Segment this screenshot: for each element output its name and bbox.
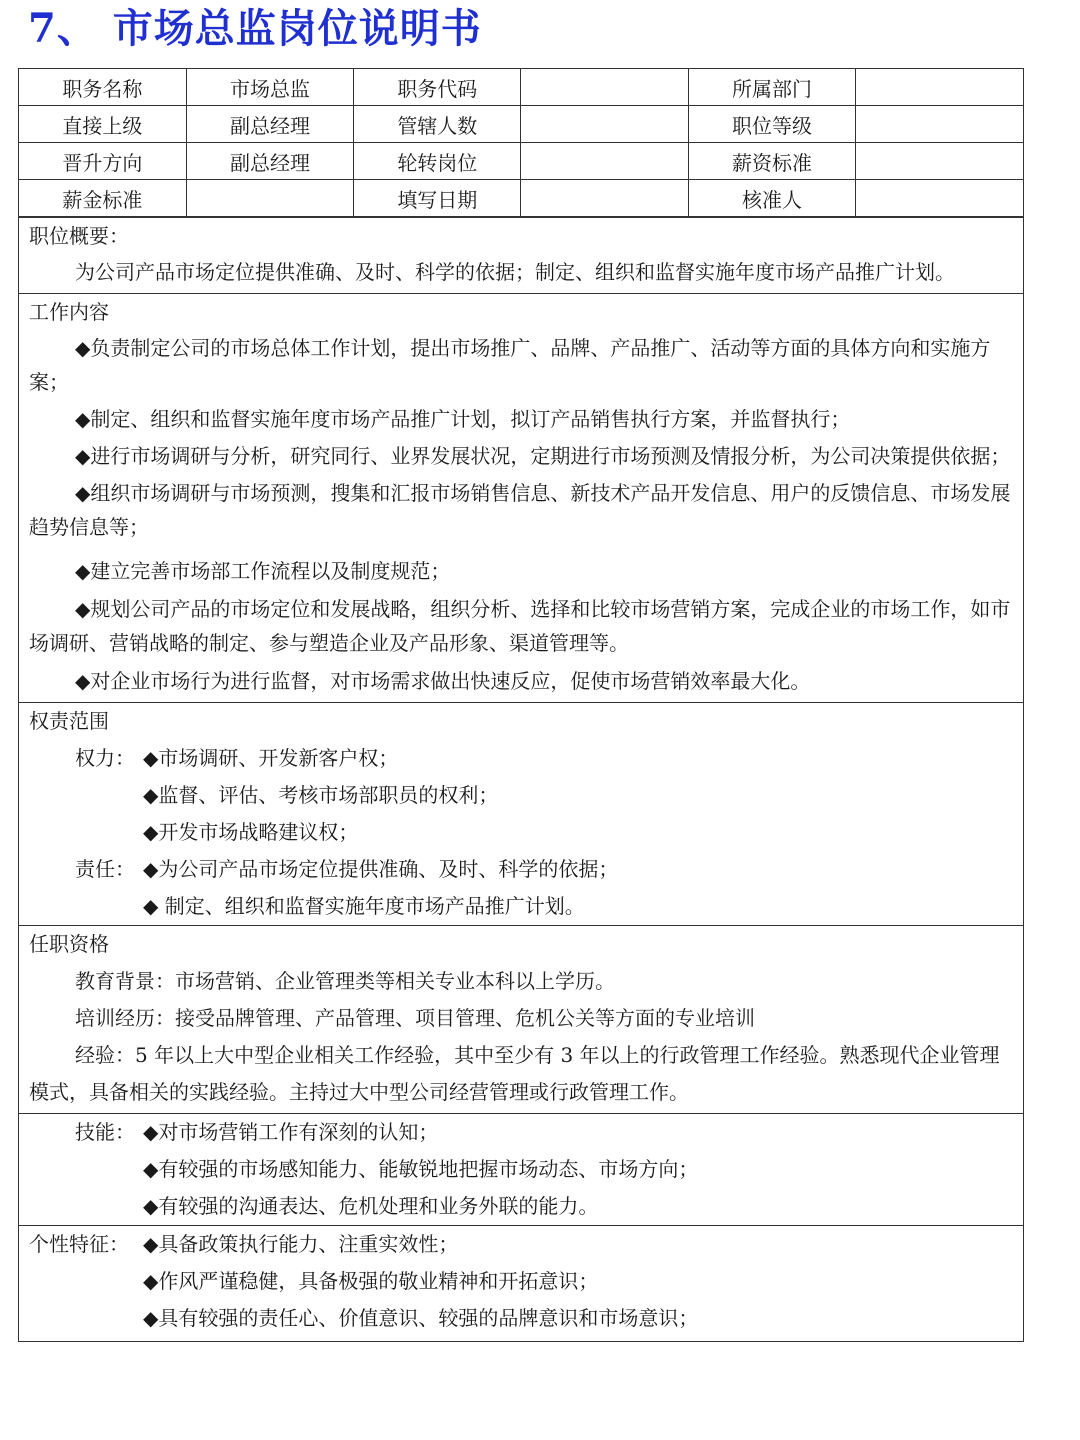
label-cell: 直接上级 bbox=[19, 106, 186, 143]
page-title: 7、 市场总监岗位说明书 bbox=[28, 5, 482, 52]
value-cell bbox=[521, 69, 688, 106]
power-label: 权力： bbox=[75, 746, 135, 770]
personality-item: ◆作风严谨稳健，具备极强的敬业精神和开拓意识； bbox=[143, 1269, 599, 1293]
training-text: 培训经历：接受品牌管理、产品管理、项目管理、危机公关等方面的专业培训 bbox=[75, 1006, 755, 1030]
skill-item: ◆对市场营销工作有深刻的认知； bbox=[143, 1120, 439, 1144]
skill-item: ◆有较强的市场感知能力、能敏锐地把握市场动态、市场方向； bbox=[143, 1157, 699, 1181]
work-item: ◆对企业市场行为进行监督，对市场需求做出快速反应，促使市场营销效率最大化。 bbox=[75, 669, 811, 693]
label-cell: 所属部门 bbox=[688, 69, 855, 106]
work-section bbox=[19, 293, 1023, 702]
power-item: ◆市场调研、开发新客户权； bbox=[143, 746, 399, 770]
power-item: ◆开发市场战略建议权； bbox=[143, 820, 359, 844]
personality-item: ◆具有较强的责任心、价值意识、较强的品牌意识和市场意识； bbox=[143, 1306, 699, 1330]
work-item: ◆负责制定公司的市场总体工作计划，提出市场推广、品牌、产品推广、活动等方面的具体方向和实施方案； bbox=[29, 336, 991, 394]
personality-label: 个性特征： bbox=[29, 1232, 129, 1256]
authority-section bbox=[19, 702, 1023, 925]
job-description-form bbox=[18, 68, 1024, 1342]
personality-row bbox=[29, 1226, 1013, 1263]
work-item: ◆组织市场调研与市场预测，搜集和汇报市场销售信息、新技术产品开发信息、用户的反馈信息、市场发展趋势信息等； bbox=[29, 481, 1011, 539]
label-cell: 职位等级 bbox=[688, 106, 855, 143]
header-table bbox=[19, 69, 1023, 217]
work-item: ◆制定、组织和监督实施年度市场产品推广计划，拟订产品销售执行方案，并监督执行； bbox=[75, 407, 851, 431]
skills-label: 技能： bbox=[75, 1120, 135, 1144]
label-cell: 轮转岗位 bbox=[354, 143, 521, 180]
overview-text: 为公司产品市场定位提供准确、及时、科学的依据；制定、组织和监督实施年度市场产品推广计划。 bbox=[75, 260, 955, 284]
overview-heading: 职位概要： bbox=[29, 224, 129, 248]
label-cell: 核准人 bbox=[688, 180, 855, 217]
qualification-heading: 任职资格 bbox=[29, 932, 109, 956]
duty-label: 责任： bbox=[75, 857, 135, 881]
skills-row bbox=[29, 1114, 1013, 1151]
value-cell: 副总经理 bbox=[186, 143, 353, 180]
overview-section bbox=[19, 217, 1023, 293]
work-item: ◆规划公司产品的市场定位和发展战略，组织分析、选择和比较市场营销方案，完成企业的市场工作，如市场调研、营销战略的制定、参与塑造企业及产品形象、渠道管理等。 bbox=[29, 597, 1011, 655]
label-cell: 职务代码 bbox=[354, 69, 521, 106]
qualification-section bbox=[19, 925, 1023, 1113]
duty-item: ◆ 制定、组织和监督实施年度市场产品推广计划。 bbox=[143, 894, 585, 918]
work-heading: 工作内容 bbox=[29, 300, 109, 324]
authority-heading: 权责范围 bbox=[29, 709, 109, 733]
value-cell bbox=[856, 69, 1023, 106]
experience-text: 经验：5 年以上大中型企业相关工作经验，其中至少有 3 年以上的行政管理工作经验。熟悉现代企业管理模式，具备相关的实践经验。主持过大中型公司经营管理或行政管理工作。 bbox=[29, 1043, 1000, 1104]
value-cell bbox=[856, 180, 1023, 217]
value-cell bbox=[856, 106, 1023, 143]
value-cell: 副总经理 bbox=[186, 106, 353, 143]
personality-section bbox=[19, 1225, 1023, 1341]
personality-item: ◆具备政策执行能力、注重实效性； bbox=[143, 1232, 459, 1256]
label-cell: 填写日期 bbox=[354, 180, 521, 217]
duty-row bbox=[29, 851, 1013, 888]
label-cell: 管辖人数 bbox=[354, 106, 521, 143]
label-cell: 晋升方向 bbox=[19, 143, 186, 180]
value-cell bbox=[856, 143, 1023, 180]
skills-section bbox=[19, 1113, 1023, 1225]
table-row bbox=[19, 69, 1023, 106]
label-cell: 薪金标准 bbox=[19, 180, 186, 217]
table-row bbox=[19, 106, 1023, 143]
power-item: ◆监督、评估、考核市场部职员的权利； bbox=[143, 783, 499, 807]
work-item: ◆建立完善市场部工作流程以及制度规范； bbox=[75, 559, 451, 583]
table-row bbox=[19, 180, 1023, 217]
power-row bbox=[29, 740, 1013, 777]
value-cell: 市场总监 bbox=[186, 69, 353, 106]
skill-item: ◆有较强的沟通表达、危机处理和业务外联的能力。 bbox=[143, 1194, 599, 1218]
value-cell bbox=[521, 143, 688, 180]
education-text: 教育背景：市场营销、企业管理类等相关专业本科以上学历。 bbox=[75, 969, 615, 993]
value-cell bbox=[186, 180, 353, 217]
label-cell: 薪资标准 bbox=[688, 143, 855, 180]
value-cell bbox=[521, 180, 688, 217]
label-cell: 职务名称 bbox=[19, 69, 186, 106]
work-item: ◆进行市场调研与分析，研究同行、业界发展状况，定期进行市场预测及情报分析，为公司决策提供依据； bbox=[75, 444, 1011, 468]
table-row bbox=[19, 143, 1023, 180]
value-cell bbox=[521, 106, 688, 143]
duty-item: ◆为公司产品市场定位提供准确、及时、科学的依据； bbox=[143, 857, 619, 881]
